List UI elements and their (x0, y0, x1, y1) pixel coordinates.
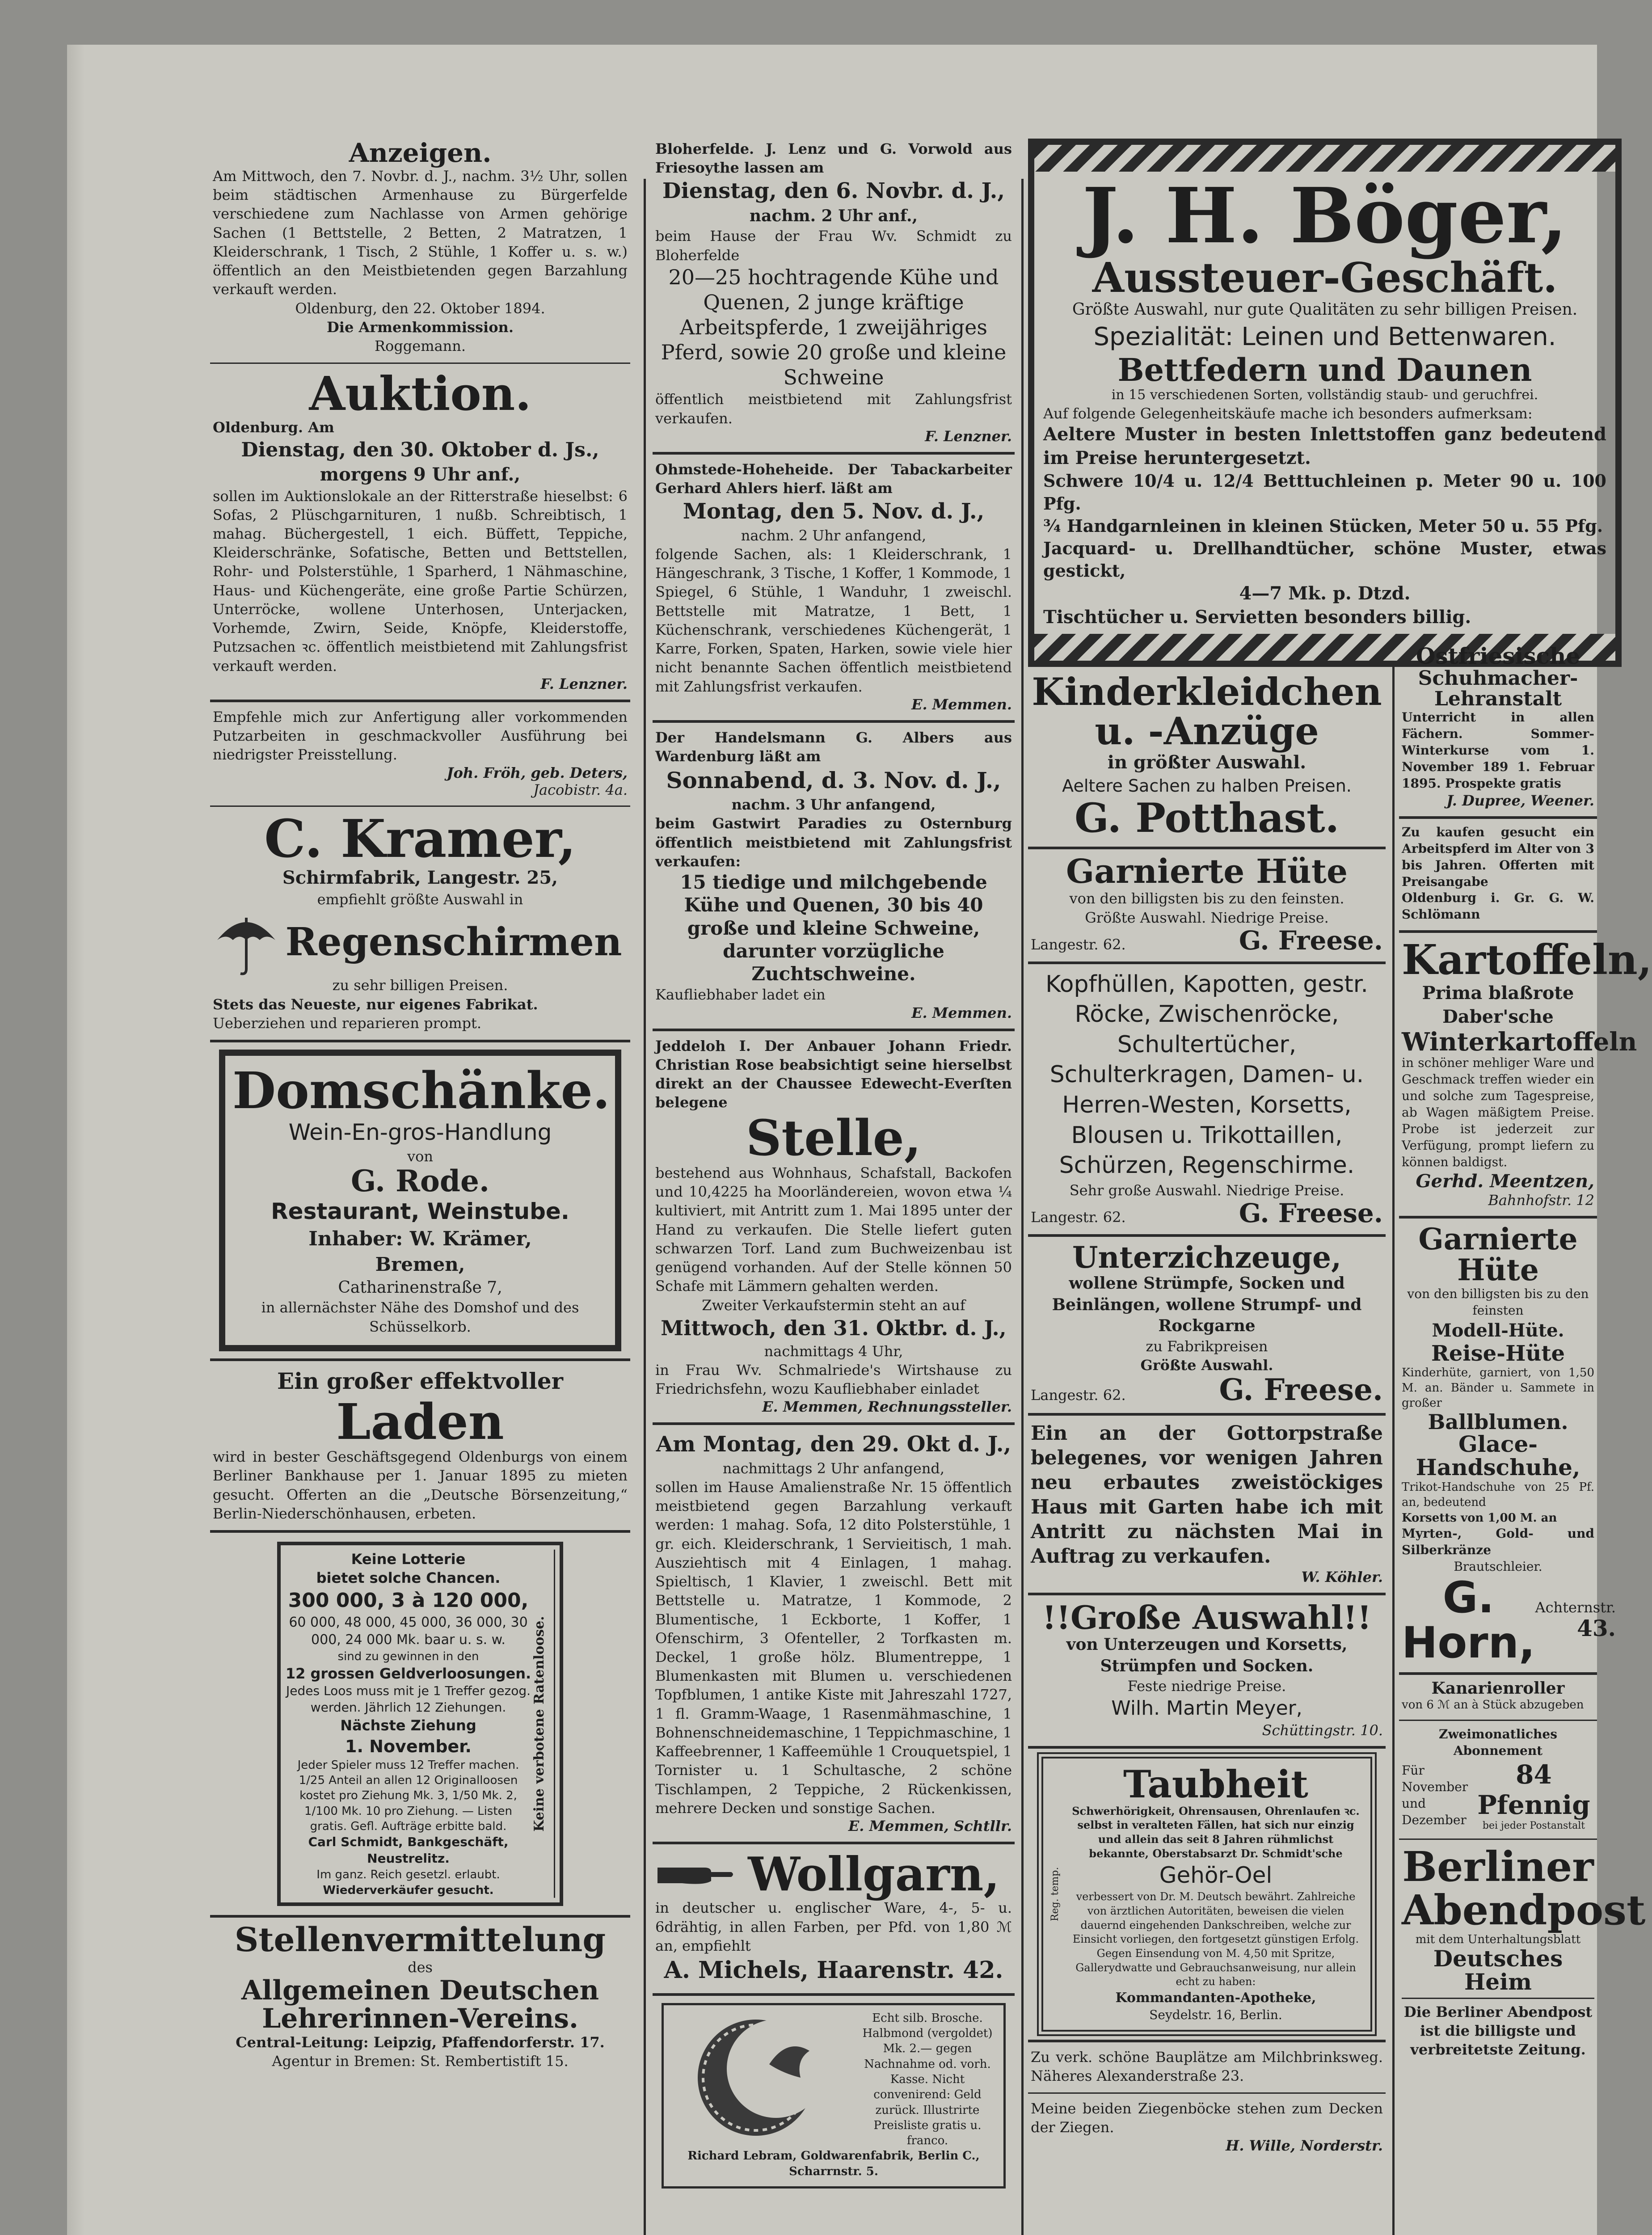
kk-old: Aeltere Sachen zu halben Preisen. (1062, 776, 1352, 796)
ad-arbeitspferd (1399, 819, 1597, 933)
unter-addr: Langestr. 62. (1031, 1387, 1126, 1404)
boger-sorts: in 15 verschiedenen Sorten, vollständig staub- und geruchfrei. (1111, 387, 1538, 403)
ad-kopfhullen (1028, 964, 1386, 1237)
kk-title: Kinderkleidchen u. -Anzüge (1032, 669, 1382, 753)
ad-jeddeloh (653, 1031, 1015, 1425)
ber-title: Berliner Abendpost (1402, 1843, 1646, 1934)
ad-kinderkleidchen (1028, 667, 1386, 849)
laden-top: Ein großer effektvoller (277, 1367, 563, 1394)
ad-boger (1028, 139, 1622, 667)
ad-signature: Die Armenkommission. (327, 318, 514, 336)
ost-title: Ostfriesische (1416, 643, 1580, 669)
kan-text: von 6 ℳ an à Stück abzugeben (1402, 1698, 1584, 1712)
ad-date: Sonnabend, d. 3. Nov. d. J., (666, 767, 1001, 794)
lotto-nums: 60 000, 48 000, 45 000, 36 000, 30 000, 24 000 Mk. baar u. s. w. (289, 1614, 528, 1648)
lotto-draws: 12 grossen Geldverloosungen. (285, 1665, 531, 1683)
lotto-nov: 1. November. (345, 1736, 472, 1756)
taub-title: Taubheit (1123, 1762, 1308, 1806)
abo-title: Zweimonatliches Abonnement (1439, 1727, 1557, 1758)
hute-choice: Größte Auswahl. Niedrige Preise. (1085, 909, 1329, 926)
ost-signature: J. Dupree, Weener. (1446, 792, 1594, 809)
column-1 (210, 134, 630, 2078)
kopf-choice: Sehr große Auswahl. Niedrige Preise. (1069, 1181, 1344, 1199)
lotto-resale: Wiederverkäufer gesucht. (323, 1883, 494, 1897)
gh-myrt: Myrten-, Gold- und Silberkränze (1402, 1526, 1594, 1557)
kramer-big: Regenschirmen (285, 919, 622, 965)
kan-title: Kanarienroller (1431, 1679, 1565, 1698)
stellen-addr: Central-Leitung: Leipzig, Pfaffendorferstr. 17. (236, 2033, 605, 2051)
stellen-title: Stellenvermittelung (234, 1920, 606, 1959)
kauf-text: Zu kaufen gesucht ein Arbeitspferd im Alter von 3 bis Jahren. Offerten mit Preisangabe (1402, 824, 1594, 889)
ad-grosse-auswahl (1028, 1595, 1386, 1749)
kopf-text: Kopfhüllen, Kapotten, gestr. Röcke, Zwischenröcke, Schultertücher, Schulterkragen, Damen- u. Herren-Westen, Korsetts, Blousen u. Trikottaillen, Schürzen, Regenschirme. (1045, 970, 1368, 1179)
ad-auktion (210, 364, 630, 702)
ad-time: nachm. 3 Uhr anfangend, (731, 796, 936, 814)
kramer-price: zu sehr billigen Preisen. (332, 977, 508, 994)
ad-where: in Frau Wv. Schmalriede's Wirtshause zu Friedrichsfehn, wozu Kaufliebhaber einladet (655, 1361, 1012, 1398)
boger-feathers: Bettfedern und Daunen (1117, 351, 1532, 388)
gh-braut: Brautschleier. (1454, 1559, 1542, 1574)
bau-text: Zu verk. schöne Bauplätze am Milchbrinksweg. Näheres Alexanderstraße 23. (1031, 2048, 1383, 2084)
hute-addr: Langestr. 62. (1031, 936, 1126, 953)
brosche-firm: Richard Lebram, Goldwarenfabrik, Berlin C., Scharrnstr. 5. (687, 2149, 980, 2178)
lotto-foot: Im ganz. Reich gesetzl. erlaubt. (316, 1868, 500, 1882)
kopf-addr: Langestr. 62. (1031, 1209, 1126, 1226)
boger-older: Aeltere Muster in besten Inlettstoffen ganz bedeutend im Preise heruntergesetzt. (1043, 423, 1606, 468)
auktion-text: sollen im Auktionslokale an der Ritterstraße hieselbst: 6 Sofas, 2 Plüschgarnituren, 1 nußb. Schreibtisch, 1 mahag. Büchergestell, 1 eich. Büffett, Teppiche, Kleiderschränke, Sofatische, Betten und Bettstellen, Rohr- und Polsterstühle, 1 Sparherd, 1 Nähmaschine, Haus- und Küchengeräte, eine große Partie Schürzen, Unterröcke, wollene Unterhosen, Unterjacken, Vorhemde, Zwirn, Seide, Knöpfe, Kleiderstoffe, Putzsachen ꝛc. öffentlich meistbietend mit Zahlungsfrist verkauft werden. (213, 487, 628, 675)
auktion-signature: F. Lenzner. (540, 675, 628, 692)
ad-signature: E. Memmen, Schtllr. (848, 1818, 1012, 1835)
hute-title: Garnierte Hüte (1066, 852, 1348, 891)
unter-title: Unterzichzeuge, (1072, 1240, 1342, 1275)
taub-oil: Gehör-Oel (1159, 1862, 1273, 1889)
ad-putzarbeiten (210, 702, 630, 807)
ad-abonnement (1399, 1721, 1597, 1840)
boger-price: 4—7 Mk. p. Dtzd. (1239, 583, 1411, 604)
ad-head: Der Handelsmann G. Albers aus Wardenburg läßt am (655, 729, 1012, 765)
ad-armenkommission (210, 134, 630, 364)
ad-time: nachm. 2 Uhr anf., (749, 206, 918, 225)
kauf-addr: Oldenburg i. Gr. G. W. Schlömann (1402, 890, 1594, 922)
column-rule (1021, 179, 1024, 2235)
boger-spec: Spezialität: Leinen und Bettenwaren. (1093, 322, 1556, 351)
dom-near: in allernächster Nähe des Domshof und des Schüsselkorb. (261, 1299, 579, 1335)
auktion-date: Dienstag, den 30. Oktober d. Js., (241, 438, 599, 461)
ad-wollgarn (653, 1844, 1015, 1996)
dom-sub: Wein-En-gros-Handlung (288, 1119, 552, 1145)
gh-ball: Ballblumen. (1428, 1409, 1568, 1434)
ad-berliner-abendpost (1399, 1840, 1646, 2066)
gh-reise: Reise-Hüte (1431, 1341, 1565, 1366)
ad-signature: E. Memmen, Rechnungssteller. (762, 1398, 1012, 1416)
gross-firm: Wilh. Martin Meyer, (1111, 1697, 1302, 1720)
lotto-firm: Carl Schmidt, Bankgeschäft, Neustrelitz. (308, 1834, 509, 1866)
ad-date: Oldenburg, den 22. Oktober 1894. (295, 299, 545, 317)
anzeigen-title: Anzeigen. (349, 138, 492, 168)
kramer-sub: Schirmfabrik, Langestr. 25, (282, 867, 558, 889)
ber-foot: Die Berliner Abendpost ist die billigste und verbreitetste Zeitung. (1403, 2003, 1593, 2058)
taub-addr: Seydelstr. 16, Berlin. (1149, 2007, 1282, 2022)
gh-firm: G. Horn, (1402, 1572, 1535, 1668)
auktion-time: morgens 9 Uhr anf., (320, 464, 521, 485)
stellen-des: des (408, 1958, 433, 1976)
ad-head: Ohmstede-Hoheheide. Der Tabackarbeiter Gerhard Ahlers hierf. läßt am (655, 460, 1012, 497)
ad-address: Jacobistr. 4a. (533, 781, 628, 798)
kart-addr: Bahnhofstr. 12 (1488, 1192, 1594, 1209)
unter-firm: G. Freese. (1219, 1372, 1383, 1408)
boger-offer: Auf folgende Gelegenheitskäufe mache ich besonders aufmerksam: (1043, 405, 1533, 422)
ad-horn-hute (1399, 1219, 1616, 1675)
ad-lotterie (210, 1542, 630, 1918)
auktion-title: Auktion. (309, 366, 531, 422)
lotto-side: Keine verbotene Ratenloose. (531, 1550, 555, 1898)
ad-signature: E. Memmen. (911, 696, 1012, 713)
ad-date: Mittwoch, den 31. Oktbr. d. J., (661, 1316, 1007, 1340)
ad-time: nachmittags 2 Uhr anfangend, (722, 1459, 945, 1477)
kramer-title: C. Kramer, (264, 808, 576, 869)
ad-brosche (662, 2003, 1006, 2189)
ad-head: Bloherfelde. J. Lenz und G. Vorwold aus Friesoythe lassen am (655, 140, 1012, 177)
ad-time: nachm. 2 Uhr anfangend, (741, 527, 927, 544)
abo-months: Für November und Dezember (1402, 1763, 1468, 1827)
gh-no: 43. (1577, 1615, 1616, 1641)
gh-modell: Modell-Hüte. (1432, 1320, 1564, 1341)
ad-text: beim Gastwirt Paradies zu Osternburg öffentlich meistbietend mit Zahlungsfrist verkaufen: (655, 815, 1012, 870)
gh-street: Achternstr. (1535, 1598, 1616, 1616)
boger-hand: ¾ Handgarnleinen in kleinen Stücken, Meter 50 u. 55 Pfg. (1043, 515, 1603, 536)
dom-owner: Inhaber: W. Krämer, (308, 1227, 532, 1251)
ziege-signature: H. Wille, Norderstr. (1226, 2137, 1383, 2154)
dom-city: Bremen, (375, 1253, 465, 1276)
ad-signature: F. Lenzner. (925, 427, 1012, 445)
taub-side: Reg. temp. (1049, 1867, 1061, 1921)
kart-sub: Prima blaßrote Daber'sche (1422, 982, 1574, 1027)
ad-garnierte-hute (1028, 849, 1386, 964)
wolle-text: in deutscher u. englischer Ware, 4-, 5- u. 6drähtig, in allen Farben, per Pfd. von 1,80 ℳ an, empfiehlt (655, 1899, 1012, 1954)
ad-ohmstede (653, 455, 1015, 723)
ad-items: 15 tiedige und milchgebende Kühe und Quenen, 30 bis 40 große und kleine Schweine, darunter vorzügliche Zuchtschweine. (680, 871, 987, 985)
ad-laden (210, 1361, 630, 1533)
ad-unterzeuge (1028, 1237, 1386, 1416)
pointing-hand-icon (655, 1856, 736, 1892)
hute-firm: G. Freese. (1239, 925, 1383, 956)
lotto-won: sind zu gewinnen in den (337, 1649, 479, 1663)
ad-date: Dienstag, den 6. Novbr. d. J., (662, 178, 1005, 204)
lotto-big: 300 000, 3 à 120 000, (288, 1589, 529, 1612)
kramer-repair: Ueberziehen und reparieren prompt. (213, 1014, 482, 1032)
column-rule (644, 179, 646, 2235)
ad-kanarien (1399, 1675, 1597, 1721)
gh-trikot: Trikot-Handschuhe von 25 Pf. an, bedeutend (1402, 1480, 1594, 1510)
ad-amalienstrasse (653, 1425, 1015, 1844)
auktion-place: Oldenburg. Am (213, 419, 334, 436)
wolle-signature: A. Michels, Haarenstr. 42. (664, 1957, 1003, 1984)
ad-second: Zweiter Verkaufstermin steht an auf (702, 1296, 965, 1314)
ad-text: Empfehle mich zur Anfertigung aller vorkommenden Putzarbeiten in geschmackvoller Ausführung bei niedrigster Preisstellung. (213, 708, 628, 763)
ad-albers (653, 723, 1015, 1031)
ziege-text: Meine beiden Ziegenböcke stehen zum Decken der Ziegen. (1031, 2100, 1383, 2136)
ad-bloherfelde (653, 134, 1015, 455)
divider (1402, 1998, 1594, 1999)
ber-text: mit dem Unterhaltungsblatt (1415, 1932, 1581, 1946)
boger-sub: Aussteuer-Geschäft. (1092, 253, 1558, 302)
umbrella-icon (213, 909, 280, 976)
kramer-line: empfiehlt größte Auswahl in (317, 891, 523, 908)
ost-text: Unterricht in allen Fächern. Sommer- Winterkurse vom 1. November 189 1. Februar 1895. Prospekte gratis (1402, 709, 1594, 791)
lotto-info: Jeder Spieler muss 12 Treffer machen. 1/25 Anteil an allen 12 Originalloosen kostet pro Ziehung Mk. 3, 1/50 Mk. 2, 1/100 Mk. 10 pro Ziehung. — Listen gratis. Gefl. Aufträge erbitte bald. (297, 1758, 519, 1833)
abo-note: bei jeder Postanstalt (1482, 1820, 1585, 1832)
column-4 (1399, 639, 1652, 2066)
column-2 (653, 134, 1015, 2196)
stellen-addr: Agentur in Bremen: St. Rembertistift 15. (272, 2053, 569, 2070)
ad-date: Montag, den 5. Nov. d. J., (683, 499, 985, 524)
kart-big: Winterkartoffeln (1402, 1027, 1637, 1057)
ad-date: Am Montag, den 29. Okt d. J., (656, 1432, 1011, 1457)
lotto-each: Jedes Loos muss mit je 1 Treffer gezog. werden. Jährlich 12 Ziehungen. (286, 1683, 531, 1715)
gh-kors: Korsetts von 1,00 M. an (1402, 1511, 1557, 1525)
taub-text2: verbessert von Dr. M. Deutsch bewährt. Zahlreiche von ärztlichen Autoritäten, beweisen die vielen dauernd eingehenden Dankschreiben, welche zur Einsicht vorliegen, den fortgesetzt günstigen Erfolg. Gegen Einsendung von M. 4,50 mit Spritze, Gallerydwatte und Gebrauchsanweisung, nur allein echt zu haben: (1072, 1890, 1359, 1988)
boger-table: Tischtücher u. Servietten besonders billig. (1043, 607, 1471, 628)
taub-text: Schwerhörigkeit, Ohrensausen, Ohrenlaufen ꝛc. selbst in veralteten Fällen, hat sich nur einzig und allein das seit 8 Jahren rühmlichst bekannte, Oberstabsarzt Dr. Schmidt'sche (1072, 1804, 1360, 1860)
dom-rest: Restaurant, Weinstube. (271, 1198, 569, 1225)
kramer-novel: Stets das Neueste, nur eigenes Fabrikat. (213, 995, 538, 1013)
gross-fix: Feste niedrige Preise. (1127, 1678, 1286, 1695)
kk-sub: in größter Auswahl. (1107, 752, 1306, 773)
stellen-org: Allgemeinen Deutschen Lehrerinnen-Vereins. (241, 1974, 599, 2034)
dom-street: Catharinenstraße 7, (338, 1278, 502, 1297)
lotto-next: Nächste Ziehung (340, 1717, 476, 1734)
ad-schuhmacher (1399, 639, 1597, 819)
gross-title: !!Große Auswahl!! (1042, 1598, 1372, 1636)
kopf-firm: G. Freese. (1239, 1198, 1383, 1229)
boger-title: J. H. Böger, (1082, 171, 1568, 261)
ad-text: Am Mittwoch, den 7. Novbr. d. J., nachm. 3½ Uhr, sollen beim städtischen Armenhause zu Bürgerfelde verschiedene zum Nachlasse von Armen gehörige Sachen (1 Bettstelle, 2 Betten, 2 Matratzen, 1 Kleiderschrank, 1 Tisch, 2 Stühle, 1 Koffer u. s. w.) öffentlich an den Meistbietenden gegen Barzahlung verkauft werden. (213, 167, 628, 298)
decorative-border (1034, 145, 1615, 172)
gh-text: von den billigsten bis zu den feinsten (1407, 1286, 1589, 1318)
gh-glace: Glace-Handschuhe, (1416, 1430, 1580, 1481)
lotto-head: bietet solche Chancen. (316, 1569, 501, 1587)
ad-signature: Joh. Fröh, geb. Deters, (447, 764, 628, 781)
ost-sub: Schuhmacher-Lehranstalt (1418, 666, 1578, 710)
ber-sub: Deutsches Heim (1433, 1945, 1563, 1995)
wolle-title: Wollgarn, (748, 1847, 1000, 1902)
ad-text: sollen im Hause Amalienstraße Nr. 15 öffentlich meistbietend gegen Barzahlung verkauft werden: 1 mahag. Sofa, 12 dito Polsterstühle, 1 gr. eich. Kleiderschrank, 1 Servieitisch, 1 mah. Ausziehtisch mit 4 Einlagen, 1 mahag. Spieltisch, 1 Klavier, 1 zweischl. Bett mit Bettstelle u. Matratze, 1 Kommode, 2 Blumentische, 1 Eckborte, 1 Koffer, 1 Ofenschirm, 3 Ofenteller, 2 Torfkasten m. Deckel, 1 große hölz. Blumentreppe, 1 Blumenkasten mit Blumen u. verschiedenen Topfblumen, 1 antike Kiste mit Jahreszahl 1727, 1 fl. Gramm-Waage, 1 Rasenmähmaschine, 1 Bohnenschneidemaschine, 1 Teppichmaschine, 1 Kaffeebrenner, 1 Kaffeemühle 1 Crouquetspiel, 1 Tornister u. 1 Schultasche, 2 schöne Tischlampen, 2 Teppiche, 2 Rückenkissen, mehrere Decken und sonstige Sachen. (655, 1478, 1012, 1817)
dom-von: von (407, 1147, 433, 1165)
kart-title: Kartoffeln, (1402, 936, 1652, 984)
kk-firm: G. Potthast. (1074, 794, 1340, 842)
gross-text: von Unterzeugen und Korsetts, Strümpfen und Socken. (1066, 1635, 1348, 1675)
ad-signature: E. Memmen. (911, 1004, 1012, 1021)
ad-buyers: Kaufliebhaber ladet ein (655, 986, 826, 1004)
brosche-text: Echt silb. Brosche. Halbmond (vergoldet) Mk. 2.— gegen Nachnahme od. vorh. Kasse. Nicht convenirend: Geld zurück. Illustrirte Preisliste gratis u. franco. (862, 2011, 993, 2148)
ad-text: bestehend aus Wohnhaus, Schafstall, Backofen und 10,4225 ha Moorländereien, wovon etwa ¼ kultiviert, mit Antritt zum 1. Mai 1895 unter der Hand zu verkaufen. Die Stelle liefert guten schwarzen Torf. Land zum Buchweizenbau ist genügend vorhanden. Auf der Stelle können 50 Schafe mit Lämmern gehalten werden. (655, 1164, 1012, 1295)
taub-firm: Kommandanten-Apotheke, (1115, 1990, 1316, 2006)
gh-kinder: Kinderhüte, garniert, von 1,50 M. an. Bänder u. Sammete in großer (1402, 1366, 1594, 1410)
kart-firm: Gerhd. Meentzen, (1416, 1171, 1594, 1192)
boger-line: Größte Auswahl, nur gute Qualitäten zu sehr billigen Preisen. (1072, 300, 1578, 319)
ad-bauplatze (1028, 2042, 1386, 2094)
gott-text: Ein an der Gottorpstraße belegenes, vor wenigen Jahren neu erbautes zweistöckiges Haus mit Garten habe ich mit Antritt zu nächsten Mai in Auftrag zu verkaufen. (1031, 1421, 1383, 1568)
boger-heavy: Schwere 10/4 u. 12/4 Betttuchleinen p. Meter 90 u. 100 Pfg. (1043, 471, 1606, 514)
ad-terms: öffentlich meistbietend mit Zahlungsfrist verkaufen. (655, 391, 1012, 427)
gott-signature: W. Köhler. (1301, 1568, 1383, 1586)
crescent-brooch-image (666, 2011, 854, 2145)
boger-jacq: Jacquard- u. Drellhandtücher, schöne Muster, etwas gestickt, (1043, 538, 1606, 581)
ad-kartoffeln (1399, 933, 1652, 1219)
laden-text: wird in bester Geschäftsgegend Oldenburgs von einem Berliner Bankhause per 1. Januar 1895 zu mieten gesucht. Offerten an die „Deutsche Börsenzeitung,“ Berlin-Niederschönhausen, erbeten. (213, 1448, 628, 1522)
hute-text: von den billigsten bis zu den feinsten. (1069, 890, 1344, 907)
ad-gottorpstrasse (1028, 1416, 1386, 1595)
ad-time: nachmittags 4 Uhr, (764, 1342, 903, 1360)
stelle-title: Stelle, (746, 1109, 922, 1167)
gh-title: Garnierte Hüte (1418, 1222, 1578, 1288)
unter-fabric: zu Fabrikpreisen (1146, 1337, 1268, 1355)
ad-stellenvermittelung (210, 1918, 630, 2078)
ad-kramer (210, 807, 630, 1043)
ad-head: Jeddeloh I. Der Anbauer Johann Friedr. Christian Rose beabsichtigt seine hierselbst direkt an der Chaussee Edewecht-Everſten belegene (655, 1037, 1012, 1111)
unter-choice: Größte Auswahl. (1140, 1357, 1273, 1374)
ad-taubheit (1028, 1757, 1386, 2042)
newspaper-page (67, 45, 1652, 2235)
unter-text: wollene Strümpfe, Socken und Beinlängen, wollene Strumpf- und Rockgarne (1052, 1274, 1362, 1336)
dom-title: Domschänke. (232, 1062, 610, 1121)
ad-ziegenbocke (1028, 2094, 1386, 2161)
laden-title: Laden (336, 1392, 504, 1451)
dom-name: G. Rode. (351, 1163, 489, 1198)
ad-text: folgende Sachen, als: 1 Kleiderschrank, 1 Hängeschrank, 3 Tische, 1 Koffer, 1 Kommode, 1 Spiegel, 6 Stühle, 1 Wanduhr, 1 zweischl. Bettstelle mit Matratze, 1 Bett, 1 Küchenschrank, verschiedenes Küchengerät, 1 Karre, Forken, Spaten, Harken, sowie viele hier nicht benannte Sachen öffentlich meistbietend mit Zahlungsfrist verkaufen. (655, 545, 1012, 695)
ad-items: 20—25 hochtragende Kühe und Quenen, 2 junge kräftige Arbeitspferde, 1 zweijähriges Pferd, sowie 20 große und kleine Schweine (661, 265, 1007, 390)
lotto-head: Keine Lotterie (351, 1551, 466, 1568)
ad-where: beim Hause der Frau Wv. Schmidt zu Bloherfelde (655, 228, 1012, 264)
ad-signature: Roggemann. (374, 337, 466, 354)
ad-domschanke (210, 1050, 630, 1361)
abo-price: 84 Pfennig (1477, 1759, 1590, 1821)
kart-text: in schöner mehliger Ware und Geschmack treffen wieder ein und solche zum Tagespreise, ab Wagen mäßigtem Preise. Probe ist jederzeit zur Verfügung, prompt liefern zu können baldigst. (1402, 1055, 1594, 1170)
gross-addr: Schüttingstr. 10. (1262, 1721, 1383, 1739)
